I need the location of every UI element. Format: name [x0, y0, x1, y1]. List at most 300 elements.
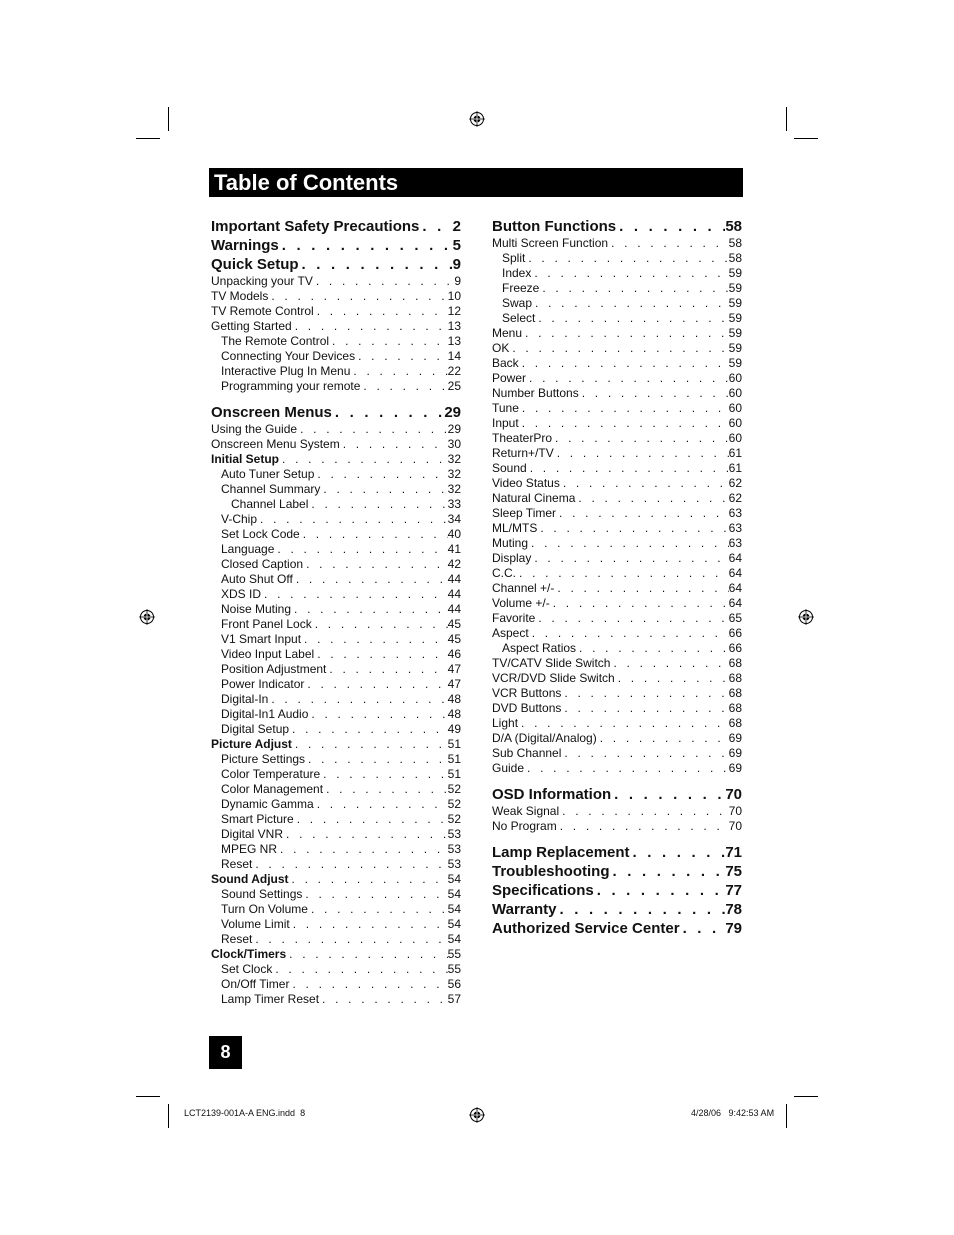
toc-entry-label: Reset: [221, 932, 253, 946]
dot-leader: [576, 641, 729, 656]
toc-entry-page: 53: [447, 857, 461, 871]
crop-mark: [136, 138, 160, 139]
toc-entry: [211, 467, 461, 482]
toc-entry-label: Select: [502, 311, 536, 325]
toc-entry-label: C.C.: [492, 566, 516, 580]
toc-column-left: [211, 217, 461, 1007]
toc-entry: [492, 641, 742, 656]
toc-entry-label: Number Buttons: [492, 386, 579, 400]
toc-entry-page: 56: [447, 977, 461, 991]
dot-leader: [559, 804, 728, 819]
toc-entry: [492, 819, 742, 834]
toc-entry: [211, 827, 461, 842]
toc-entry: [211, 557, 461, 572]
dot-leader: [615, 671, 729, 686]
toc-entry: [211, 872, 461, 887]
dot-leader: [529, 626, 729, 641]
crop-mark: [136, 1096, 160, 1097]
toc-entry-page: 70: [728, 804, 742, 818]
registration-mark-icon: [469, 111, 485, 127]
dot-leader: [292, 737, 448, 752]
toc-entry-page: 40: [447, 527, 461, 541]
toc-entry-label: Front Panel Lock: [221, 617, 312, 631]
toc-entry-label: Digital VNR: [221, 827, 284, 841]
toc-entry-page: 60: [728, 401, 742, 415]
toc-section-entry: [492, 843, 742, 862]
toc-entry: [492, 446, 742, 461]
toc-entry-label: Set Clock: [221, 962, 273, 976]
toc-entry: [492, 326, 742, 341]
toc-entry-page: 59: [728, 266, 742, 280]
toc-entry-label: Sound Adjust: [211, 872, 289, 886]
dot-leader: [561, 746, 728, 761]
dot-leader: [279, 236, 453, 255]
toc-entry-page: 64: [728, 566, 742, 580]
dot-leader: [299, 255, 453, 274]
toc-entry-label: Power: [492, 371, 527, 385]
dot-leader: [350, 364, 447, 379]
dot-leader: [524, 761, 729, 776]
dot-leader: [326, 662, 447, 677]
crop-mark: [794, 1096, 818, 1097]
toc-entry: [211, 962, 461, 977]
toc-entry: [211, 662, 461, 677]
toc-entry-label: Sound: [492, 461, 527, 475]
toc-entry: [492, 296, 742, 311]
toc-entry-page: 59: [728, 341, 742, 355]
dot-leader: [519, 401, 729, 416]
dot-leader: [561, 686, 728, 701]
toc-section-entry: [492, 785, 742, 804]
toc-entry-page: 62: [728, 476, 742, 490]
toc-entry-page: 53: [447, 827, 461, 841]
toc-entry-page: 79: [725, 920, 742, 937]
toc-entry-page: 32: [447, 452, 461, 466]
toc-entry-label: Noise Muting: [221, 602, 292, 616]
toc-entry-label: Favorite: [492, 611, 536, 625]
toc-entry-label: Volume +/-: [492, 596, 550, 610]
toc-entry-page: 65: [728, 611, 742, 625]
toc-entry-page: 69: [728, 731, 742, 745]
toc-entry: [211, 542, 461, 557]
toc-entry-page: 52: [447, 812, 461, 826]
toc-entry: [492, 236, 742, 251]
toc-entry-page: 77: [725, 882, 742, 899]
toc-entry: [211, 947, 461, 962]
dot-leader: [579, 386, 729, 401]
toc-entry-label: Tune: [492, 401, 519, 415]
dot-leader: [556, 900, 725, 919]
footer-timestamp: 4/28/06 9:42:53 AM: [691, 1108, 775, 1118]
dot-leader: [313, 274, 454, 289]
toc-entry-page: 59: [728, 311, 742, 325]
toc-entry-page: 54: [447, 902, 461, 916]
toc-entry-label: VCR/DVD Slide Switch: [492, 671, 615, 685]
toc-entry-page: 2: [452, 218, 461, 235]
toc-entry-page: 48: [447, 707, 461, 721]
toc-section-entry: [492, 919, 742, 938]
toc-entry-page: 58: [728, 251, 742, 265]
toc-entry: [211, 812, 461, 827]
toc-entry-page: 52: [447, 782, 461, 796]
dot-leader: [320, 767, 447, 782]
toc-entry: [211, 512, 461, 527]
toc-entry-label: Digital-In: [221, 692, 269, 706]
dot-leader: [332, 403, 444, 422]
toc-entry-label: Channel Summary: [221, 482, 321, 496]
toc-entry: [211, 887, 461, 902]
crop-mark: [786, 107, 787, 131]
toc-entry-page: 70: [725, 786, 742, 803]
toc-entry-label: Return+/TV: [492, 446, 554, 460]
dot-leader: [519, 356, 729, 371]
toc-entry: [211, 319, 461, 334]
toc-entry-label: Specifications: [492, 882, 594, 899]
toc-entry-label: Using the Guide: [211, 422, 298, 436]
dot-leader: [301, 632, 448, 647]
toc-entry-label: Button Functions: [492, 218, 617, 235]
registration-mark-icon: [798, 609, 814, 625]
toc-entry-label: Closed Caption: [221, 557, 304, 571]
toc-entry: [492, 551, 742, 566]
dot-leader: [329, 334, 448, 349]
dot-leader: [561, 701, 728, 716]
dot-leader: [305, 752, 448, 767]
toc-entry-label: Troubleshooting: [492, 863, 610, 880]
toc-entry-page: 61: [728, 461, 742, 475]
dot-leader: [277, 842, 448, 857]
toc-entry-page: 9: [452, 256, 461, 273]
toc-section-entry: [211, 403, 461, 422]
toc-entry-page: 68: [728, 716, 742, 730]
dot-leader: [355, 349, 448, 364]
dot-leader: [323, 782, 448, 797]
toc-entry-label: DVD Buttons: [492, 701, 562, 715]
dot-leader: [537, 521, 728, 536]
toc-entry-page: 14: [447, 349, 461, 363]
dot-leader: [289, 977, 447, 992]
toc-entry-label: VCR Buttons: [492, 686, 562, 700]
toc-entry: [492, 611, 742, 626]
dot-leader: [525, 251, 728, 266]
toc-entry-label: Video Input Label: [221, 647, 315, 661]
dot-leader: [610, 656, 728, 671]
toc-entry: [211, 707, 461, 722]
toc-entry-label: Interactive Plug In Menu: [221, 364, 351, 378]
toc-entry-page: 54: [447, 917, 461, 931]
toc-entry: [492, 746, 742, 761]
toc-entry-label: Authorized Service Center: [492, 920, 680, 937]
toc-entry-page: 29: [444, 404, 461, 421]
dot-leader: [360, 379, 447, 394]
toc-entry: [211, 842, 461, 857]
toc-entry-label: Swap: [502, 296, 533, 310]
dot-leader: [611, 785, 725, 804]
toc-entry-label: Sound Settings: [221, 887, 303, 901]
dot-leader: [291, 602, 448, 617]
dot-leader: [554, 446, 729, 461]
toc-column-right: [492, 217, 742, 938]
toc-entry-label: V-Chip: [221, 512, 258, 526]
registration-mark-icon: [139, 609, 155, 625]
toc-entry-page: 64: [728, 551, 742, 565]
crop-mark: [786, 1104, 787, 1128]
registration-mark-icon: [469, 1107, 485, 1123]
dot-leader: [680, 919, 726, 938]
toc-entry-label: ML/MTS: [492, 521, 538, 535]
toc-entry-label: Menu: [492, 326, 523, 340]
toc-entry-label: Programming your remote: [221, 379, 361, 393]
toc-entry-page: 59: [728, 356, 742, 370]
toc-entry-label: No Program: [492, 819, 557, 833]
toc-entry-label: OK: [492, 341, 510, 355]
toc-entry: [211, 737, 461, 752]
toc-entry: [211, 497, 461, 512]
dot-leader: [304, 677, 447, 692]
toc-entry-page: 64: [728, 596, 742, 610]
toc-entry-page: 60: [728, 371, 742, 385]
toc-entry: [492, 804, 742, 819]
toc-entry: [492, 506, 742, 521]
dot-leader: [419, 217, 452, 236]
toc-entry: [492, 356, 742, 371]
dot-leader: [320, 482, 447, 497]
toc-entry-page: 44: [447, 587, 461, 601]
toc-entry: [492, 731, 742, 746]
toc-entry: [492, 476, 742, 491]
toc-entry-label: Picture Settings: [221, 752, 306, 766]
toc-entry-page: 68: [728, 701, 742, 715]
toc-entry-page: 33: [447, 497, 461, 511]
dot-leader: [314, 304, 448, 319]
toc-entry-page: 44: [447, 602, 461, 616]
toc-entry-page: 48: [447, 692, 461, 706]
toc-entry-label: Getting Started: [211, 319, 292, 333]
dot-leader: [532, 296, 729, 311]
toc-entry: [211, 422, 461, 437]
toc-entry-label: Index: [502, 266, 532, 280]
toc-entry-page: 41: [447, 542, 461, 556]
toc-entry: [211, 289, 461, 304]
dot-leader: [340, 437, 448, 452]
toc-entry: [492, 341, 742, 356]
dot-leader: [575, 491, 728, 506]
toc-entry-label: Display: [492, 551, 532, 565]
dot-leader: [294, 812, 448, 827]
toc-entry-label: Guide: [492, 761, 525, 775]
toc-entry: [492, 461, 742, 476]
toc-entry: [211, 797, 461, 812]
toc-entry-page: 32: [447, 467, 461, 481]
toc-entry: [492, 581, 742, 596]
dot-leader: [252, 932, 447, 947]
dot-leader: [261, 587, 448, 602]
crop-mark: [794, 138, 818, 139]
dot-leader: [597, 731, 729, 746]
toc-entry: [211, 992, 461, 1007]
dot-leader: [274, 542, 447, 557]
crop-mark: [168, 1104, 169, 1128]
dot-leader: [531, 551, 728, 566]
toc-entry: [211, 274, 461, 289]
toc-entry-page: 71: [725, 844, 742, 861]
toc-entry-page: 44: [447, 572, 461, 586]
toc-entry-page: 68: [728, 656, 742, 670]
toc-entry: [492, 596, 742, 611]
toc-entry: [211, 334, 461, 349]
toc-entry-page: 5: [452, 237, 461, 254]
toc-entry-page: 29: [447, 422, 461, 436]
toc-entry-page: 54: [447, 872, 461, 886]
toc-entry: [492, 701, 742, 716]
toc-entry-label: Back: [492, 356, 519, 370]
toc-entry: [211, 647, 461, 662]
dot-leader: [314, 467, 447, 482]
toc-entry-page: 60: [728, 416, 742, 430]
toc-entry-page: 25: [447, 379, 461, 393]
dot-leader: [528, 536, 729, 551]
toc-section-entry: [492, 217, 742, 236]
footer-slug: [184, 1108, 305, 1119]
toc-entry-page: 30: [447, 437, 461, 451]
toc-entry-label: Channel +/-: [492, 581, 555, 595]
toc-entry-page: 62: [728, 491, 742, 505]
toc-entry-page: 63: [728, 521, 742, 535]
dot-leader: [268, 289, 447, 304]
toc-section-entry: [211, 255, 461, 274]
dot-leader: [519, 416, 729, 431]
toc-entry-label: Weak Signal: [492, 804, 560, 818]
toc-entry-label: OSD Information: [492, 786, 612, 803]
toc-entry-page: 22: [447, 364, 461, 378]
toc-entry: [492, 371, 742, 386]
toc-entry-page: 47: [447, 662, 461, 676]
toc-entry-label: Warranty: [492, 901, 557, 918]
toc-entry-label: Initial Setup: [211, 452, 280, 466]
toc-entry-page: 45: [447, 617, 461, 631]
toc-entry: [211, 379, 461, 394]
toc-entry-label: TV/CATV Slide Switch: [492, 656, 611, 670]
toc-entry-page: 52: [447, 797, 461, 811]
toc-entry-label: Aspect Ratios: [502, 641, 577, 655]
toc-entry-label: Picture Adjust: [211, 737, 292, 751]
dot-leader: [303, 557, 448, 572]
toc-entry: [211, 349, 461, 364]
toc-entry-page: 55: [447, 962, 461, 976]
toc-entry-label: Dynamic Gamma: [221, 797, 314, 811]
toc-entry-page: 59: [728, 281, 742, 295]
toc-entry: [211, 722, 461, 737]
toc-entry-label: Video Status: [492, 476, 560, 490]
toc-entry: [211, 767, 461, 782]
dot-leader: [518, 716, 729, 731]
toc-entry: [211, 527, 461, 542]
toc-entry: [211, 752, 461, 767]
toc-entry-label: Turn On Volume: [221, 902, 308, 916]
toc-entry-label: Digital-In1 Audio: [221, 707, 309, 721]
toc-entry-label: TheaterPro: [492, 431, 553, 445]
toc-entry: [211, 632, 461, 647]
toc-entry-page: 66: [728, 641, 742, 655]
toc-section-entry: [492, 900, 742, 919]
toc-entry-label: Quick Setup: [211, 256, 299, 273]
dot-leader: [272, 962, 447, 977]
toc-entry-label: D/A (Digital/Analog): [492, 731, 597, 745]
toc-entry-label: Smart Picture: [221, 812, 294, 826]
dot-leader: [252, 857, 447, 872]
toc-entry: [211, 677, 461, 692]
dot-leader: [308, 707, 447, 722]
toc-entry-label: Onscreen Menus: [211, 404, 332, 421]
dot-leader: [516, 566, 729, 581]
toc-entry-page: 68: [728, 686, 742, 700]
toc-entry-label: Unpacking your TV: [211, 274, 313, 288]
toc-entry-label: Auto Tuner Setup: [221, 467, 315, 481]
toc-entry-label: Reset: [221, 857, 253, 871]
toc-entry-label: Warnings: [211, 237, 279, 254]
toc-entry-label: XDS ID: [221, 587, 262, 601]
dot-leader: [319, 992, 448, 1007]
dot-leader: [616, 217, 725, 236]
toc-entry: [211, 692, 461, 707]
footer-file-page: 8: [300, 1108, 306, 1118]
toc-entry: [211, 782, 461, 797]
toc-entry-page: 59: [728, 326, 742, 340]
dot-leader: [550, 596, 729, 611]
toc-entry: [211, 932, 461, 947]
toc-entry: [492, 311, 742, 326]
toc-entry-label: TV Models: [211, 289, 269, 303]
toc-entry-page: 54: [447, 932, 461, 946]
dot-leader: [557, 819, 729, 834]
toc-entry-label: Digital Setup: [221, 722, 290, 736]
toc-entry: [492, 536, 742, 551]
toc-entry-page: 70: [728, 819, 742, 833]
toc-entry-page: 55: [447, 947, 461, 961]
dot-leader: [268, 692, 447, 707]
toc-entry: [492, 266, 742, 281]
toc-section-entry: [211, 236, 461, 255]
toc-entry-label: V1 Smart Input: [221, 632, 302, 646]
toc-entry-label: Input: [492, 416, 519, 430]
dot-leader: [290, 917, 448, 932]
toc-entry: [492, 566, 742, 581]
toc-entry-label: Lamp Timer Reset: [221, 992, 320, 1006]
toc-entry-label: Connecting Your Devices: [221, 349, 356, 363]
toc-entry-page: 58: [725, 218, 742, 235]
crop-mark: [168, 107, 169, 131]
toc-entry-label: Color Management: [221, 782, 324, 796]
toc-entry-label: Auto Shut Off: [221, 572, 293, 586]
dot-leader: [608, 236, 729, 251]
dot-leader: [257, 512, 448, 527]
dot-leader: [556, 506, 729, 521]
toc-entry-page: 53: [447, 842, 461, 856]
toc-entry-label: Clock/Timers: [211, 947, 287, 961]
toc-entry-label: Channel Label: [231, 497, 309, 511]
toc-entry-page: 58: [728, 236, 742, 250]
toc-entry-page: 13: [447, 319, 461, 333]
dot-leader: [308, 497, 447, 512]
dot-leader: [293, 572, 448, 587]
dot-leader: [312, 617, 448, 632]
page-number: 8: [209, 1036, 242, 1069]
toc-entry-label: Natural Cinema: [492, 491, 576, 505]
toc-entry-page: 51: [447, 737, 461, 751]
toc-entry-label: Aspect: [492, 626, 529, 640]
toc-entry: [211, 902, 461, 917]
toc-entry-page: 51: [447, 767, 461, 781]
